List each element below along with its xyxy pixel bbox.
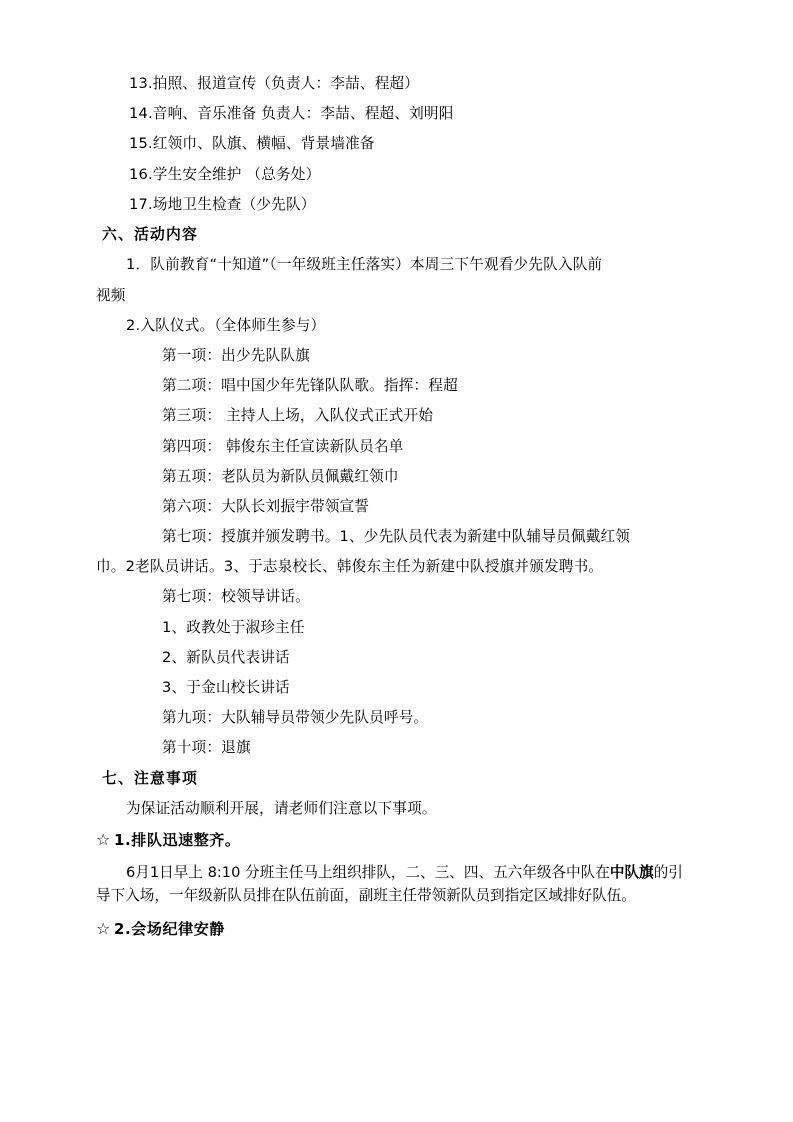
ceremony-step-seven-line1: 第七项：授旗并颁发聘书。1、少先队员代表为新建中队辅导员佩戴红领	[162, 528, 631, 546]
note-1-body-line3: 域排好队伍。	[548, 886, 636, 904]
ceremony-step-seven-b: 第七项：校领导讲话。	[162, 588, 310, 606]
leader-speech-item: 1、政教处于淑珍主任	[162, 618, 305, 636]
star-icon: ☆	[96, 918, 111, 938]
section-heading-six: 六、活动内容	[102, 225, 198, 243]
section-heading-seven: 七、注意事项	[102, 769, 198, 787]
note-1-body-bold1: 中	[609, 864, 625, 882]
note-1-body-line1: 6月1日早上 8:10 分班主任马上组织排队，二、三、四、五六年级各中队在	[126, 864, 610, 882]
note-1-title: 1.排队迅速整齐。	[113, 831, 241, 850]
list-item: 14.音响、音乐准备 负责人：李喆、程超、刘明阳	[129, 105, 454, 123]
ceremony-step-nine: 第九项：大队辅导员带领少先队员呼号。	[162, 709, 429, 727]
section-six-item1-line1: 1．队前教育“十知道”（一年级班主任落实）本周三下午观看少先队入队前	[126, 256, 603, 274]
section-six-item2: 2.入队仪式。（全体师生参与）	[126, 316, 326, 334]
ceremony-step: 第五项：老队员为新队员佩戴红领巾	[162, 467, 399, 485]
ceremony-step: 第二项：唱中国少年先锋队队歌。指挥：程超	[162, 377, 458, 395]
note-2-title: 2.会场纪律安静	[113, 919, 225, 938]
note-1-body-bold2: 队旗	[624, 864, 654, 882]
leader-speech-item: 2、新队员代表讲话	[162, 648, 290, 666]
ceremony-step-seven-line2: 巾。2老队员讲话。3、于志泉校长、韩俊东主任为新建中队授旗并颁发聘书。	[96, 558, 604, 576]
ceremony-step: 第三项： 主持人上场，入队仪式正式开始	[162, 407, 434, 425]
leader-speech-item: 3、于金山校长讲话	[162, 679, 290, 697]
ceremony-step: 第四项： 韩俊东主任宣读新队员名单	[162, 437, 404, 455]
note-1-title-row	[96, 829, 697, 851]
ceremony-step-ten: 第十项：退旗	[162, 739, 251, 757]
note-1-body	[96, 862, 697, 907]
list-item: 17.场地卫生检查（少先队）	[129, 195, 316, 213]
note-1-body-line2: 的引导下入场，一年级新队员排在队伍前面，副班主任带领新队员到指定区	[96, 864, 683, 904]
section-six-item1-line2: 视频	[96, 286, 126, 304]
section-seven-intro: 为保证活动顺利开展，请老师们注意以下事项。	[126, 800, 437, 818]
ceremony-step: 第一项：出少先队队旗	[162, 346, 310, 364]
document-body	[96, 74, 697, 940]
note-2-title-row	[96, 918, 697, 940]
list-item: 15.红领巾、队旗、横幅、背景墙准备	[129, 135, 375, 153]
star-icon: ☆	[96, 830, 111, 850]
list-item: 16.学生安全维护 （总务处）	[129, 165, 321, 183]
list-item: 13.拍照、报道宣传（负责人：李喆、程超）	[129, 75, 420, 92]
ceremony-step: 第六项：大队长刘振宇带领宣誓	[162, 497, 370, 515]
